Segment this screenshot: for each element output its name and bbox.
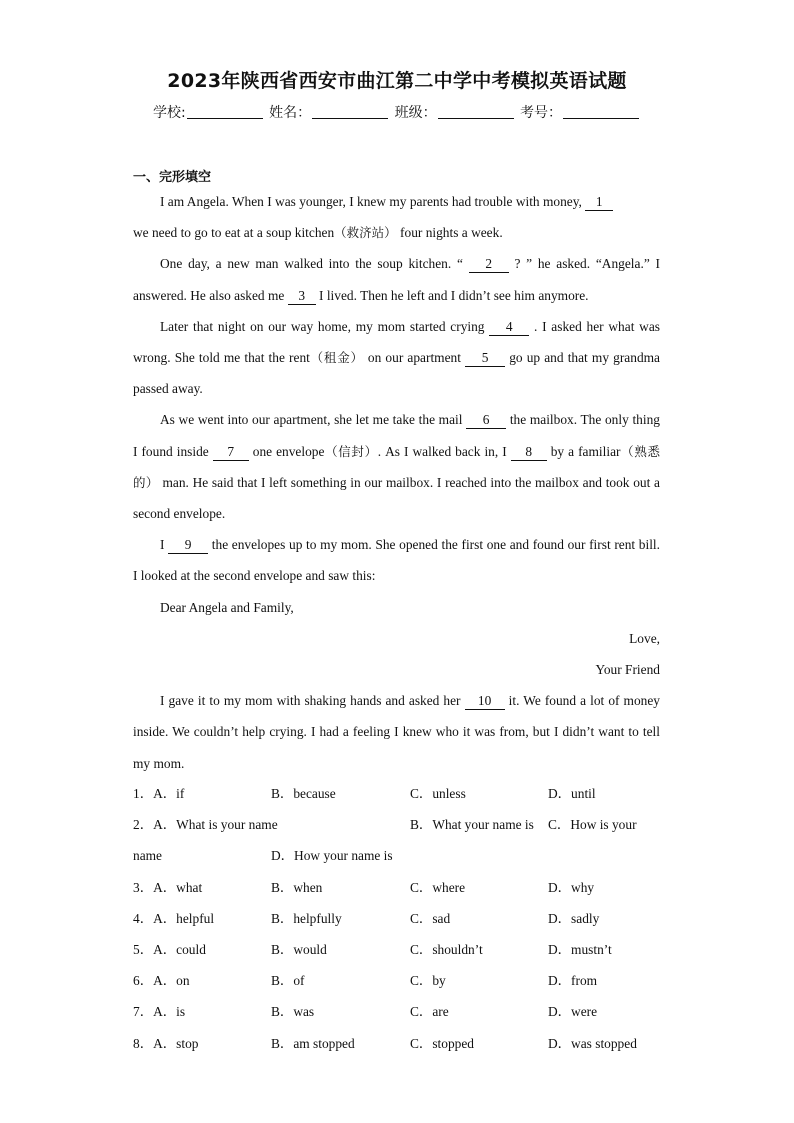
- text: it. We found a lot of money inside. We couldn’t help crying. I had a feeling I knew who it was from, but I didn’t want to tell my mom.: [133, 693, 660, 771]
- text: As we went into our apartment, she let me take the mail: [160, 412, 467, 428]
- option-a: 7．A．is: [133, 1004, 186, 1020]
- option-a: 2．A．What is your name: [133, 817, 278, 833]
- text: the mailbox. The only thing I found inside: [133, 412, 660, 459]
- option-d: D．sadly: [548, 910, 600, 926]
- school-label: 学校:: [152, 105, 186, 121]
- text: . As I walked back in, I: [377, 443, 511, 459]
- option-b: B．of: [271, 973, 305, 989]
- text: I: [160, 537, 169, 553]
- text: I lived. Then he left and I didn’t see him anymore.: [315, 287, 589, 303]
- option-c: C．How is your: [548, 817, 637, 833]
- letter-signature: Your Friend: [595, 662, 660, 678]
- text: four nights a week.: [396, 225, 503, 241]
- paragraph-2: [133, 248, 660, 310]
- option-b: B．because: [271, 786, 336, 801]
- name-blank[interactable]: [312, 104, 388, 119]
- option-d: D．How your name is: [271, 848, 393, 864]
- paragraph-3: [133, 311, 660, 405]
- school-blank[interactable]: [187, 104, 263, 119]
- option-a: 8．A．stop: [133, 1035, 199, 1051]
- blank-3: 3: [288, 288, 316, 305]
- number-label: 考号：: [520, 105, 563, 121]
- text: . I asked her what was wrong. She told me that the rent: [133, 318, 660, 366]
- blank-1: 1: [585, 194, 613, 211]
- exam-title: 2023年陕西省西安市曲江第二中学中考模拟英语试题: [167, 70, 627, 92]
- text: man. He said that I left something in our mailbox. I reached into the mailbox and took out a second envelope.: [133, 474, 660, 522]
- option-a: 6．A．on: [133, 973, 190, 989]
- paragraph-1: [133, 186, 660, 248]
- option-d: D．until: [548, 786, 596, 801]
- class-label: 班级：: [394, 105, 437, 121]
- option-c: C．sad: [410, 910, 451, 926]
- paragraph-6: [133, 685, 660, 779]
- option-b: B．was: [271, 1004, 315, 1020]
- cloze-passage: [133, 186, 660, 779]
- question-row: [133, 872, 663, 903]
- question-row: [133, 934, 663, 965]
- letter-greeting: Dear Angela and Family,: [160, 599, 294, 615]
- option-c: C．unless: [410, 786, 466, 801]
- text: One day, a new man walked into the soup kitchen. “: [160, 256, 469, 272]
- text: Later that night on our way home, my mom started crying: [160, 318, 490, 334]
- blank-8: 8: [511, 444, 547, 461]
- question-row: [133, 840, 663, 871]
- question-row: [133, 809, 663, 840]
- question-options: [133, 778, 663, 1059]
- text: by a familiar: [546, 443, 621, 459]
- option-d: D．from: [548, 973, 598, 989]
- student-info-line: [0, 102, 794, 122]
- option-c: C．by: [410, 973, 446, 989]
- chinese-gloss: （救济站）: [334, 225, 397, 241]
- blank-10: 10: [465, 693, 505, 710]
- option-c-continued: name: [133, 848, 162, 864]
- question-row: [133, 996, 663, 1027]
- option-d: D．why: [548, 879, 595, 895]
- text: we need to go to eat at a soup kitchen: [133, 225, 335, 241]
- blank-2: 2: [469, 256, 509, 273]
- option-a: 1．A．if: [133, 786, 185, 801]
- option-d: D．was stopped: [548, 1035, 637, 1051]
- text: I gave it to my mom with shaking hands and asked her: [160, 693, 465, 709]
- question-row: [133, 903, 663, 934]
- text: I am Angela. When I was younger, I knew my parents had trouble with money,: [160, 194, 586, 209]
- option-b: B．when: [271, 879, 323, 895]
- blank-7: 7: [213, 444, 249, 461]
- chinese-gloss: （信封）: [324, 443, 378, 459]
- paragraph-5: [133, 529, 660, 591]
- option-d: D．were: [548, 1004, 598, 1020]
- paragraph-4: [133, 404, 660, 529]
- question-row: [133, 778, 663, 809]
- option-c: C．stopped: [410, 1035, 474, 1051]
- chinese-gloss: （熟悉的）: [133, 443, 660, 490]
- option-c: C．are: [410, 1004, 449, 1020]
- option-a: 5．A．could: [133, 941, 206, 957]
- blank-4: 4: [489, 319, 529, 336]
- option-b: B．am stopped: [271, 1035, 355, 1051]
- blank-5: 5: [465, 350, 505, 367]
- text: go up and that my grandma passed away.: [133, 350, 660, 397]
- number-blank[interactable]: [563, 104, 639, 119]
- text: one envelope: [248, 443, 325, 459]
- chinese-gloss: （租金）: [309, 350, 364, 366]
- option-a: 4．A．helpful: [133, 910, 215, 926]
- option-b: B．would: [271, 941, 327, 957]
- letter-closing: Love,: [629, 630, 660, 646]
- option-b: B．What your name is: [410, 817, 534, 833]
- option-d: D．mustn’t: [548, 941, 612, 957]
- option-c: C．shouldn’t: [410, 941, 483, 957]
- blank-6: 6: [466, 412, 506, 429]
- text: ? ” he asked. “Angela.” I answered. He also asked me: [133, 256, 660, 303]
- question-row: [133, 965, 663, 996]
- option-c: C．where: [410, 879, 466, 895]
- question-row: [133, 1028, 663, 1059]
- blank-9: 9: [168, 537, 208, 554]
- class-blank[interactable]: [438, 104, 514, 119]
- name-label: 姓名：: [269, 105, 312, 121]
- text: on our apartment: [363, 350, 466, 366]
- text: the envelopes up to my mom. She opened the first one and found our first rent bill. I looked at the second envelope and saw this:: [133, 537, 661, 584]
- option-a: 3．A．what: [133, 879, 203, 895]
- section-heading: 一、完形填空: [133, 170, 212, 185]
- option-b: B．helpfully: [271, 910, 342, 926]
